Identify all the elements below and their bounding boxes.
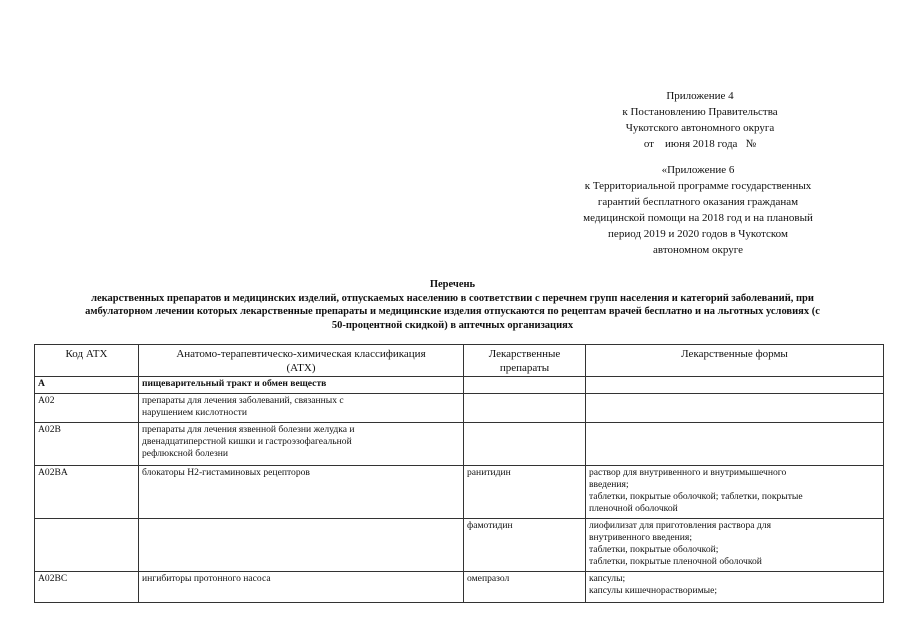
- header-text: Лекарственные: [488, 348, 561, 360]
- cell-drug: [464, 377, 586, 394]
- title-line: 50-процентной скидкой) в аптечных организациях: [331, 319, 574, 331]
- appendix-6-line: период 2019 и 2020 годов в Чукотском: [608, 228, 788, 240]
- title-line: амбулаторном лечении которых лекарственные препараты и медицинские изделия отпускаются по рецептам врачей бесплатно и на льготных условиях (с: [85, 306, 820, 317]
- appendix-4-line: от июня 2018 года №: [643, 138, 757, 150]
- table-row: [35, 394, 884, 423]
- cell-text: раствор для внутривенного и внутримышечного: [589, 467, 787, 478]
- table-row: [35, 423, 884, 466]
- appendix-4-header: [580, 88, 820, 152]
- cell-dosage-forms: [586, 466, 884, 519]
- cell-atc-classification: [139, 466, 464, 519]
- table-row: [35, 519, 884, 572]
- cell-atc-code: [35, 466, 139, 519]
- header-text: (АТХ): [286, 362, 316, 374]
- table-row: [35, 466, 884, 519]
- header-text: Код АТХ: [65, 348, 108, 360]
- table-row: [35, 377, 884, 394]
- title-line: Перечень: [429, 279, 476, 290]
- cell-text: капсулы кишечнорастворимые;: [589, 585, 718, 596]
- cell-drug: [464, 394, 586, 423]
- cell-text: A02: [38, 395, 55, 406]
- cell-text: таблетки, покрытые оболочкой;: [589, 544, 719, 555]
- cell-atc-classification: [139, 394, 464, 423]
- cell-text: таблетки, покрытые пленочной оболочкой: [589, 556, 762, 567]
- cell-atc-classification: [139, 519, 464, 572]
- cell-text: препараты для лечения заболеваний, связанных с: [142, 395, 344, 406]
- cell-dosage-forms: [586, 572, 884, 603]
- appendix-4-line: Чукотского автономного округа: [625, 122, 775, 134]
- cell-drug: [464, 423, 586, 466]
- appendix-6-header: [548, 162, 848, 258]
- cell-text: капсулы;: [589, 573, 626, 584]
- cell-text: A: [38, 378, 45, 389]
- title-line: лекарственных препаратов и медицинских изделий, отпускаемых населению в соответствии с перечнем групп населения и категорий заболеваний, при: [91, 292, 814, 304]
- cell-atc-code: [35, 572, 139, 603]
- medicines-table: [34, 344, 884, 603]
- appendix-6-line: медицинской помощи на 2018 год и на плановый: [583, 212, 813, 224]
- cell-text: блокаторы H2-гистаминовых рецепторов: [142, 467, 310, 478]
- appendix-4-line: к Постановлению Правительства: [622, 106, 778, 118]
- cell-text: нарушением кислотности: [142, 407, 247, 418]
- cell-atc-code: [35, 394, 139, 423]
- cell-text: ранитидин: [467, 467, 511, 478]
- cell-atc-classification: [139, 377, 464, 394]
- cell-atc-code: [35, 519, 139, 572]
- cell-text: A02B: [38, 424, 61, 435]
- header-text: Анатомо-терапевтическо-химическая классификация: [176, 348, 426, 360]
- header-text: препараты: [499, 362, 550, 374]
- appendix-6-line: автономном округе: [653, 244, 743, 256]
- header-atc-classification: [139, 345, 464, 377]
- cell-text: A02BC: [38, 573, 68, 584]
- cell-dosage-forms: [586, 377, 884, 394]
- cell-drug: [464, 466, 586, 519]
- cell-atc-classification: [139, 572, 464, 603]
- cell-text: препараты для лечения язвенной болезни желудка и: [142, 424, 355, 435]
- document-title: [10, 278, 895, 332]
- cell-atc-code: [35, 423, 139, 466]
- header-drugs: [464, 345, 586, 377]
- cell-atc-code: [35, 377, 139, 394]
- cell-text: омепразол: [467, 573, 510, 584]
- cell-text: ингибиторы протонного насоса: [142, 573, 271, 584]
- header-dosage-forms: [586, 345, 884, 377]
- cell-drug: [464, 519, 586, 572]
- header-atc-code: [35, 345, 139, 377]
- cell-text: таблетки, покрытые оболочкой; таблетки, покрытые: [589, 491, 803, 502]
- cell-text: лиофилизат для приготовления раствора для: [589, 520, 771, 531]
- cell-text: пленочной оболочкой: [589, 503, 678, 514]
- appendix-4-line: Приложение 4: [666, 90, 734, 102]
- header-text: Лекарственные формы: [681, 348, 788, 360]
- cell-text: фамотидин: [467, 520, 513, 531]
- cell-dosage-forms: [586, 394, 884, 423]
- appendix-6-line: «Приложение 6: [661, 164, 735, 176]
- cell-drug: [464, 572, 586, 603]
- cell-text: внутривенного введения;: [589, 532, 693, 543]
- cell-text: рефлюксной болезни: [142, 448, 229, 459]
- cell-dosage-forms: [586, 423, 884, 466]
- cell-text: A02BA: [38, 467, 68, 478]
- cell-text: двенадцатиперстной кишки и гастроэзофагеальной: [142, 436, 352, 447]
- appendix-6-line: гарантий бесплатного оказания гражданам: [597, 196, 799, 208]
- cell-atc-classification: [139, 423, 464, 466]
- cell-text: пищеварительный тракт и обмен веществ: [142, 378, 327, 389]
- cell-text: введения;: [589, 479, 629, 490]
- table-header-row: [35, 345, 884, 377]
- appendix-6-line: к Территориальной программе государственных: [584, 180, 812, 192]
- table-body: [35, 377, 884, 603]
- table-row: [35, 572, 884, 603]
- cell-dosage-forms: [586, 519, 884, 572]
